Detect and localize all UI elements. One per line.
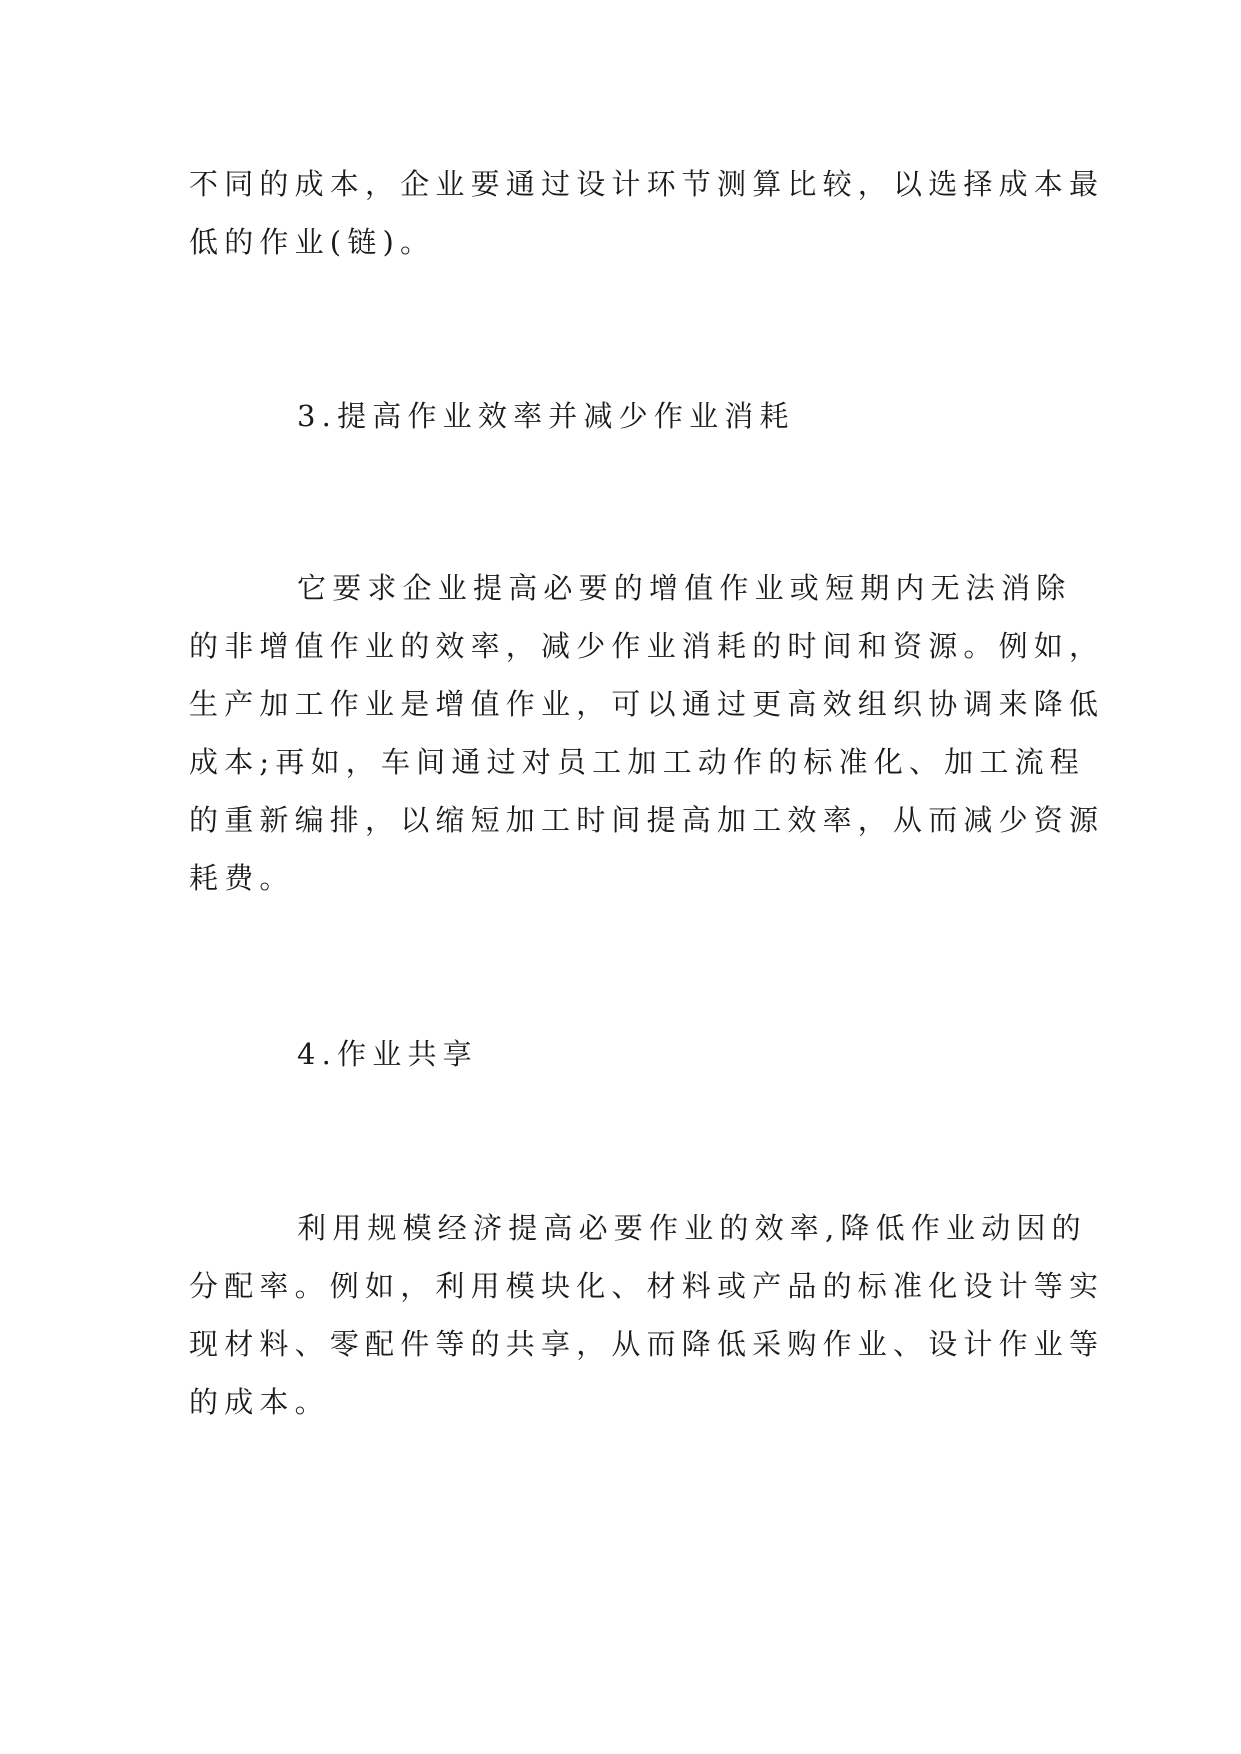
paragraph-line: 分配率。例如，利用模块化、材料或产品的标准化设计等实 [189,1269,1105,1303]
paragraph-line: 生产加工作业是增值作业，可以通过更高效组织协调来降低 [189,687,1105,721]
paragraph-line: 现材料、零配件等的共享，从而降低采购作业、设计作业等 [189,1327,1105,1361]
paragraph-line: 利用规模经济提高必要作业的效率,降低作业动因的 [297,1211,1087,1245]
section-heading-4: 4.作业共享 [297,1037,478,1071]
paragraph-line: 的重新编排，以缩短加工时间提高加工效率，从而减少资源 [189,803,1105,837]
paragraph-line: 耗费。 [189,861,295,895]
paragraph-line: 不同的成本，企业要通过设计环节测算比较，以选择成本最 [189,167,1105,201]
paragraph-line: 的非增值作业的效率，减少作业消耗的时间和资源。例如， [189,629,1105,663]
paragraph-line: 成本;再如，车间通过对员工加工动作的标准化、加工流程 [189,745,1085,779]
paragraph-line: 它要求企业提高必要的增值作业或短期内无法消除 [297,571,1072,605]
section-heading-3: 3.提高作业效率并减少作业消耗 [297,399,795,433]
paragraph-line: 的成本。 [189,1385,330,1419]
paragraph-line: 低的作业(链)。 [189,225,436,259]
